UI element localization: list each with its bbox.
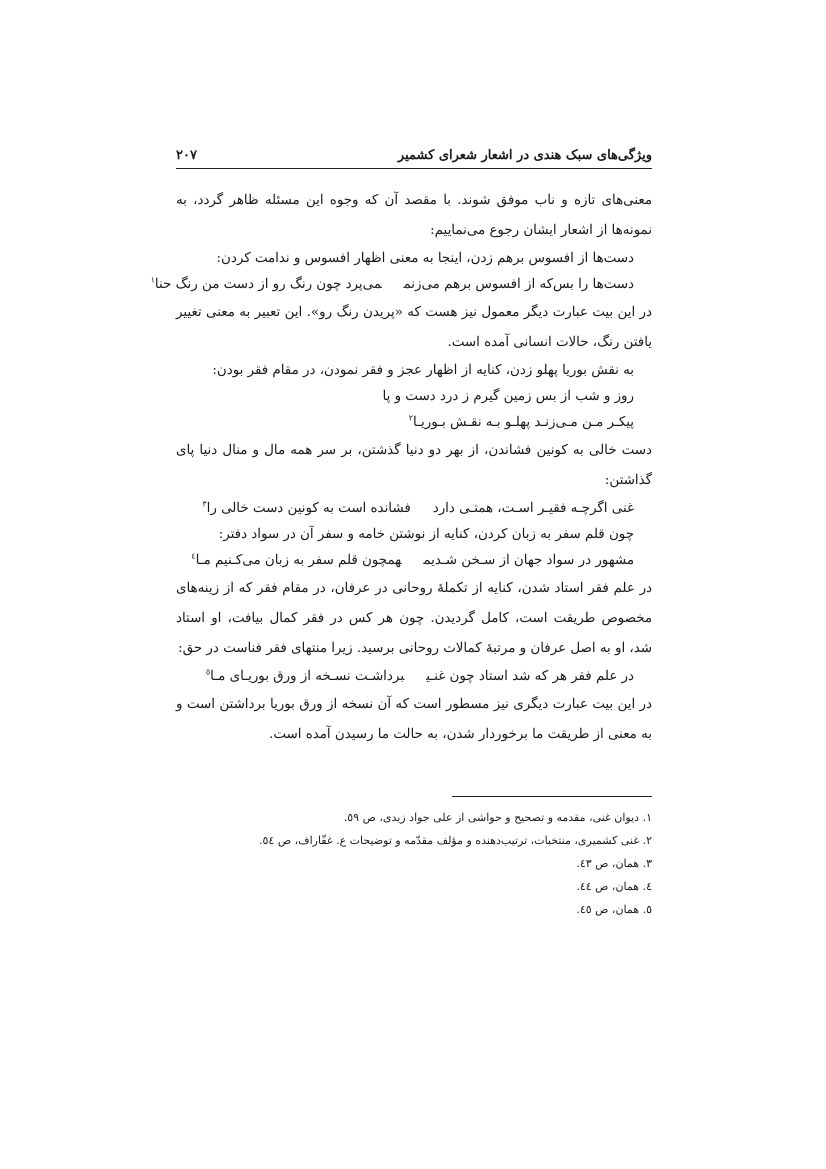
- verse-hemistich: فشانده است به کونین دست خالی را$^۳$: [202, 499, 411, 516]
- paragraph: در این بیت عبارت دیگری نیز مسطور است که آن نسخه از ورق بوریا برداشتن است و به معنی از طریقت ما برخوردار شدن، به حالت ما رسیدن آمده است.: [176, 697, 652, 742]
- paragraph: دست خالی به کونین فشاندن، از بهر دو دنیا گذشتن، بر سر همه مال و منال دنیا پای گذاشتن:: [176, 443, 652, 488]
- idiom-definition: دست‌ها از افسوس برهم زدن، اینجا به معنی اظهار افسوس و ندامت کردن:: [216, 251, 634, 266]
- footnote: ٤. همان، ص ٤٤.: [576, 880, 652, 893]
- footnote: ۱. دیوان غنی، مقدمه و تصحیح و حواشی از علی جواد زیدی، ص ٥۹.: [343, 811, 652, 824]
- idiom-definition: چون قلم سفر به زبان کردن، کنایه از نوشتن خامه و سفر آن در سواد دفتر:: [218, 527, 634, 542]
- verse-line: روز و شب از بس زمین گیرم ز درد دست و پا: [382, 389, 634, 404]
- idiom-definition: به نقش بوریا پهلو زدن، کنایه از اظهار عجز و فقر نمودن، در مقام فقر بودن:: [212, 363, 634, 378]
- footnotes: [176, 806, 652, 921]
- verse-hemistich: همچون قلم سفر به زبان می‌کـنیم مـا$^٤$: [191, 551, 402, 568]
- header-rule: [176, 168, 652, 169]
- footnote: ۳. همان، ص ٤۳.: [576, 857, 652, 870]
- paragraph-intro: معنی‌های تازه و ناب موفق شوند. با مقصد آن که وجوه این مسئله ظاهر گردد، به نمونه‌ها از اشعار ایشان رجوع می‌نماییم:: [176, 193, 652, 238]
- verse-hemistich: مشهور در سواد جهان از سـخن شـدیم: [423, 553, 634, 568]
- footnote-marker: ۱: [150, 275, 155, 285]
- footnote-marker: ۲: [408, 413, 414, 423]
- verse-hemistich: غنی اگرچـه فقیـر اسـت، همتـی دارد: [432, 501, 634, 516]
- verse-line: [176, 664, 652, 690]
- verse-hemistich: برداشـت نسـخه از ورق بوریـای مـا$^٥$: [205, 667, 405, 684]
- paragraph: در این بیت عبارت دیگر معمول نیز هست که «پریدن رنگ رو». این تعبیر به معنی تغییر یافتن رنگ، حالات انسانی آمده است.: [176, 305, 652, 350]
- verse-hemistich: دست‌ها را بس‌که از افسوس برهم می‌زنم: [403, 277, 634, 292]
- running-title: ویژگی‌های سبک هندی در اشعار شعرای کشمیر: [397, 147, 652, 163]
- page-header: [176, 143, 652, 167]
- verse-line: [176, 410, 652, 436]
- verse-line: [176, 548, 652, 574]
- footnote: ۲. غنی کشمیری، منتخبات، ترتیب‌دهنده و مؤلف مقدّمه و توضیحات ع. غفّاراف، ص ٥٤.: [259, 834, 652, 847]
- footnote-marker: ٥: [205, 667, 211, 677]
- verse-line: [176, 496, 652, 522]
- footnote-marker: ۳: [202, 499, 207, 509]
- verse-hemistich: پیکـر مـن مـی‌زنـد پهلـو بـه نقـش بـوریـا: [413, 415, 634, 430]
- verse-hemistich: در علم فقر هر که شد استاد چون غنـی: [426, 669, 634, 684]
- main-text: [150, 186, 652, 750]
- footnote: ٥. همان، ص ٤٥.: [576, 903, 652, 916]
- verse-line: [150, 272, 652, 298]
- page-number: ۲۰۷: [176, 147, 197, 163]
- paragraph: در علم فقر استاد شدن، کنایه از تکملهٔ روحانی در عرفان، در مقام فقر که از زینه‌های مخصوص طریقت است، کامل گردیدن. چون هر کس در فقر کمال بیافت، او استاد شد، او به اصل عرفان و مرتبهٔ کمالات روحانی برسید. زیرا منتهای فقر فناست در حق:: [176, 581, 652, 656]
- footnote-rule: [452, 796, 652, 797]
- verse-hemistich: می‌پرد چون رنگ رو از دست من رنگ حنا$^۱$: [150, 275, 382, 292]
- footnote-marker: ٤: [191, 551, 196, 561]
